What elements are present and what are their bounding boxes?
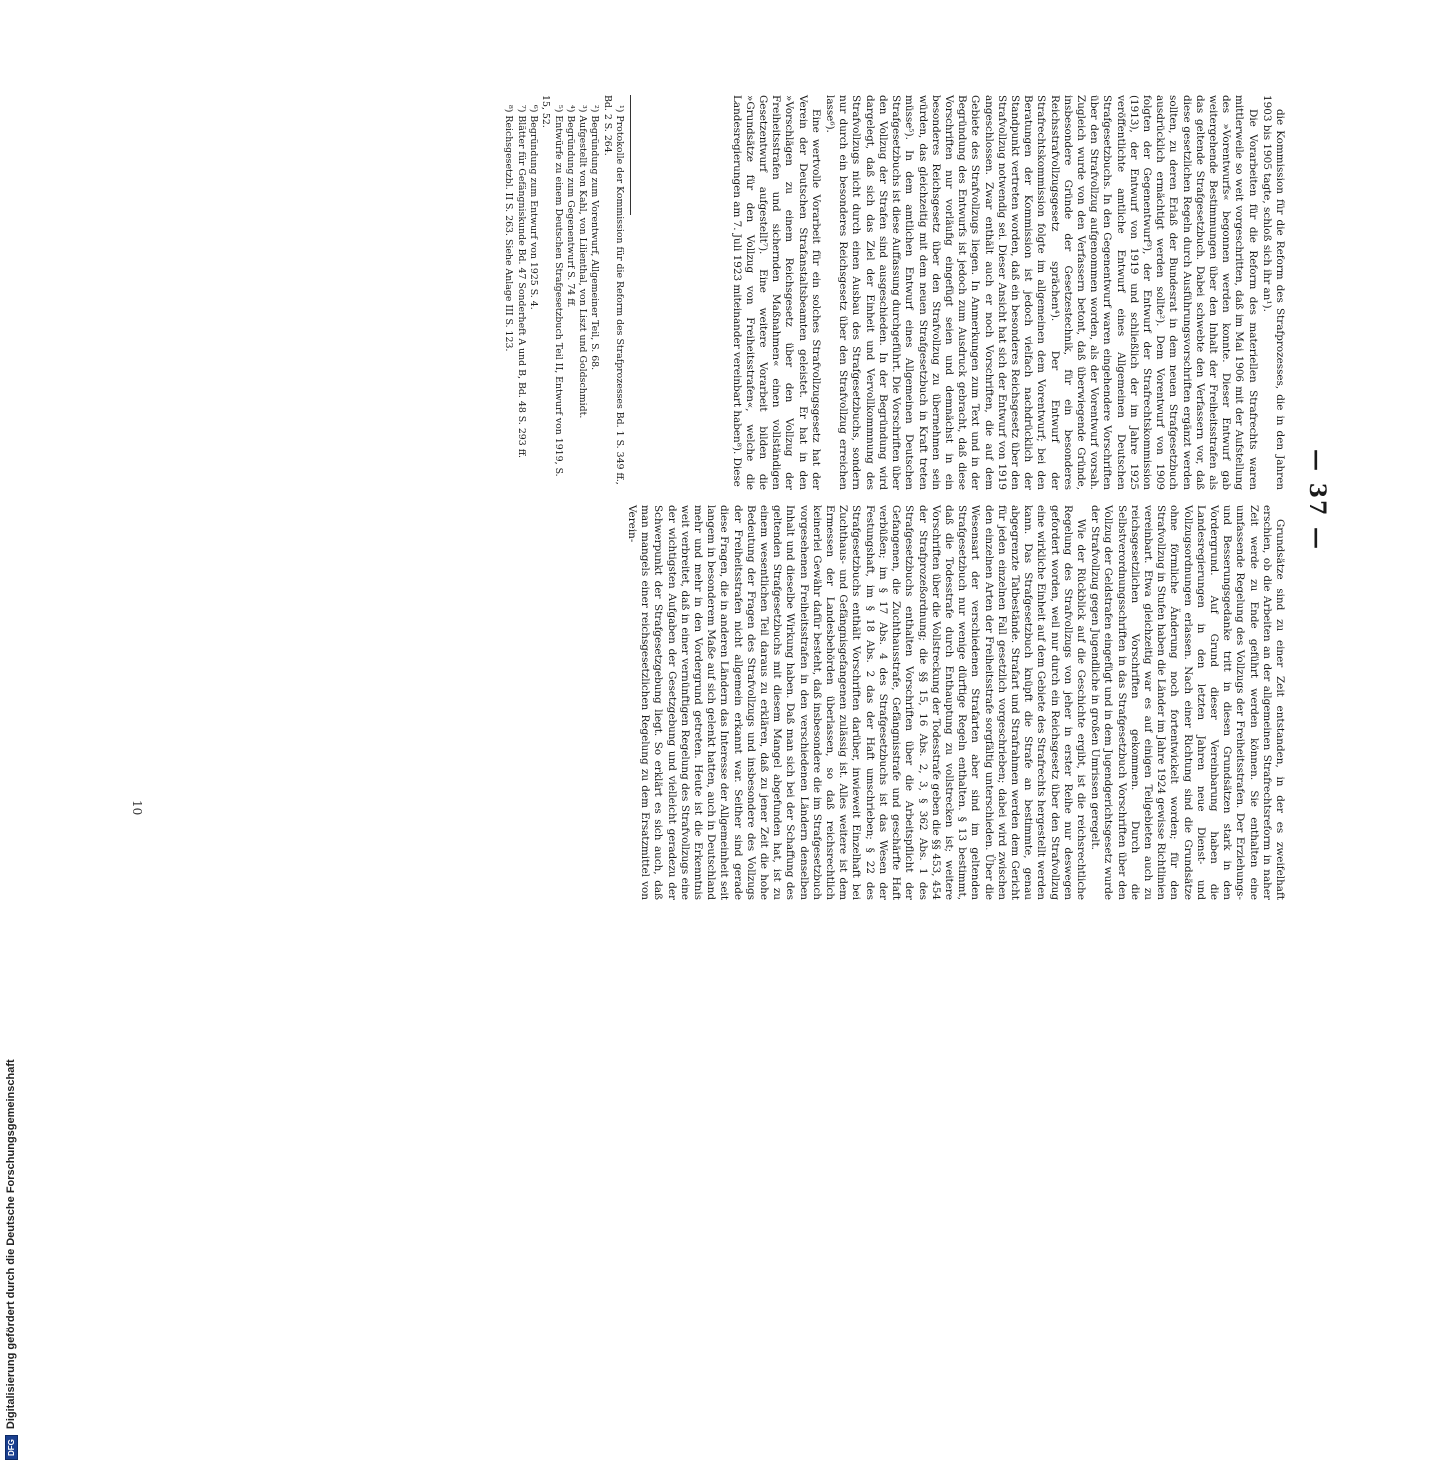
footnote: ⁷) Blätter für Gefängniskunde Bd. 47 Sonderheft A und B, Bd. 48 S. 293 ff. [515,105,527,458]
credit-text: Digitalisierung gefördert durch die Deutsche Forschungsgemeinschaft [5,1059,17,1430]
footnote: ⁵) Entwürfe zu einem Deutschen Strafgesetzbuch Teil II, Entwurf von 1919, S. 15, 52. [540,95,564,477]
paragraph: Die Vorarbeiten für die Reform des materiellen Strafrechts waren mittlerweile so weit vorgeschritten, daß im Mai 1906 mit der Aufstellung des »Vorentwurfs« begonnen werden konnte. Dieser Entwurf gab weitergehende Bestimmungen über den Inhalt der Freiheitsstrafen als das geltende Strafgesetzbuch. Dabei schwebte den Verfassern vor, daß diese gesetzlichen Regeln durch Ausführungsvorschriften ergänzt werden sollten, zu deren Erlaß der Bundesrat in dem neuen Strafgesetzbuch ausdrücklich ermächtigt werden sollte²). Dem Vorentwurf von 1909 folgten der Gegenentwurf³), der Entwurf der Strafrechtskommission (1913), der Entwurf von 1919 und schließlich der im Jahre 1925 veröffentlichte amtliche Entwurf eines Allgemeinen Deutschen Strafgesetzbuchs. In den Gegenentwurf waren eingehendere Vorschriften über den Strafvollzug aufgenommen worden, als der Vorentwurf vorsah. Zugleich wurde von den Verfassern betont, daß überwiegende Gründe, insbesondere Gründe der Gesetzestechnik, für ein besonderes Reichsstrafvollzugsgesetz sprächen⁴). Der Entwurf der Strafrechtskommission folgte im allgemeinen dem Vorentwurf; bei den Beratungen der Kommission ist jedoch vielfach nachdrücklich der Standpunkt vertreten worden, daß ein besonderes Reichsgesetz über den Strafvollzug notwendig sei. Dieser Ansicht hat sich der Entwurf von 1919 angeschlossen. Zwar enthält auch er noch Vorschriften, die auf dem Gebiete des Strafvollzugs liegen. In Anmerkungen zum Text und in der Begründung des Entwurfs ist jedoch zum Ausdruck gebracht, daß diese Vorschriften nur vorläufig eingefügt seien und demnächst in ein besonderes Reichsgesetz über den Strafvollzug zu übernehmen sein würden, das gleichzeitig mit dem neuen Strafgesetzbuch in Kraft treten müsse⁵). In dem amtlichen Entwurf eines Allgemeinen Deutschen Strafgesetzbuchs ist diese Auffassung durchgeführt. Die Vorschriften über den Vollzug der Strafen sind ausgeschieden. In der Begründung wird dargelegt, daß sich das Ziel der Einheit und Vervollkommnung des Strafvollzugs nicht durch einen Ausbau des Strafgesetzbuchs, sondern nur durch ein besonderes Reichsgesetz über den Strafvollzug erreichen lasse⁶). [824,95,1259,490]
right-text-column [526,505,1286,900]
footnotes [502,95,625,490]
digitization-credit [0,920,22,1460]
footnote: ⁶) Begründung zum Entwurf von 1925 S. 4. [527,105,539,310]
sheet-number: 10 [130,800,144,816]
page-number: — 37 — [1304,449,1330,551]
footnote-rule [630,95,631,215]
footnote: ⁸) Reichsgesetzbl. II S. 263. Siehe Anlage III S. 123. [503,105,515,352]
footnote: ³) Aufgestellt von Kahl, von Lilienthal, von Liszt und Goldschmidt. [577,105,589,419]
paragraph: die Kommission für die Reform des Strafprozesses, die in den Jahren 1903 bis 1905 tagte, schloß sich ihr an¹). [1260,95,1286,490]
left-text-column [636,95,1286,490]
paragraph: Eine wertvolle Vorarbeit für ein solches Strafvollzugsgesetz hat der Verein der Deutschen Strafanstaltsbeamten geleistet. Er hat in den »Vorschlägen zu einem Reichsgesetz über den Vollzug der Freiheitsstrafen und sichernden Maßnahmen« einen vollständigen Gesetzentwurf aufgestellt⁷). Eine weitere Vorarbeit bilden die »Grundsätze für den Vollzug von Freiheitsstrafen«, welche die Landesregierungen am 7. Juli 1923 miteinander vereinbart haben⁸). Diese [730,95,822,490]
footnote: ¹) Protokolle der Kommission für die Reform des Strafprozesses Bd. 1 S. 349 ff., Bd. 2 S. 264. [601,95,625,485]
footnote: ⁴) Begründung zum Gegenentwurf S. 74 ff. [564,105,576,308]
footnote: ²) Begründung zum Vorentwurf, Allgemeiner Teil, S. 68. [589,105,601,371]
dfg-logo-icon: DFG [5,1435,18,1460]
paragraph: Grundsätze sind zu einer Zeit entstanden, in der es zweifelhaft erschien, ob die Arbeiten an der allgemeinen Strafrechtsreform in naher Zeit werde zu Ende geführt werden können. Sie enthalten eine umfassende Regelung des Vollzugs der Freiheitsstrafen. Der Erziehungs- und Besserungsgedanke tritt in diesen Grundsätzen stark in den Vordergrund. Auf Grund dieser Vereinbarung haben die Landesregierungen in den letzten Jahren neue Dienst- und Vollzugsordnungen erlassen. Nach einer Richtung sind die Grundsätze ohne förmliche Änderung noch fortentwickelt worden; für den Strafvollzug in Stufen haben die Länder im Jahre 1924 gewisse Richtlinien vereinbart. Etwa gleichzeitig war es auf einigen Teilgebieten auch zu reichsgesetzlichen Vorschriften gekommen. Durch die Selbstverordnungsschriften in das Strafgesetzbuch Vorschriften über den Vollzug der Geldstrafen eingefügt und in dem Jugendgerichtsgesetz wurde der Strafvollzug gegen Jugendliche in großen Umrissen geregelt. [1089,505,1286,900]
paragraph: Wie der Rückblick auf die Geschichte ergibt, ist die reichsrechtliche Regelung des Strafvollzugs von jeher in erster Reihe nur deswegen gefordert worden, weil nur durch ein Reichsgesetz über den Strafvollzug eine wirkliche Einheit auf dem Gebiete des Strafrechts hergestellt werden kann. Das Strafgesetzbuch knüpft die Strafe an bestimmte, genau abgegrenzte Tatbestände. Strafart und Strafrahmen werden dem Gericht für jeden einzelnen Fall gesetzlich vorgeschrieben; dabei wird zwischen den einzelnen Arten der Freiheitsstrafe sorgfältig unterschieden. Über die Wesensart der verschiedenen Strafarten aber sind im geltenden Strafgesetzbuch nur wenige dürftige Regeln enthalten. § 13 bestimmt, daß die Todesstrafe durch Enthauptung zu vollstrecken ist; weitere Vorschriften über die Vollstreckung der Todesstrafe geben die §§ 453, 454 der Strafprozeßordnung; die §§ 15, 16 Abs. 2, 3, § 362 Abs. 1 des Strafgesetzbuchs enthalten Vorschriften über die Arbeitspflicht der Gefangenen, die Zuchthausstrafe, Gefängnisstrafe und geschärfte Haft verbüßen; im § 17 Abs. 4 des Strafgesetzbuchs ist das Wesen der Festungshaft, im § 18 Abs. 2 das der Haft umschrieben; § 22 des Strafgesetzbuchs enthält Vorschriften darüber, inwieweit Einzelhaft bei Zuchthaus- und Gefängnisgefangenen zulässig ist. Alles weitere ist dem Ermessen der Landesbehörden überlassen, so daß reichsrechtlich keinerlei Gewähr dafür besteht, daß insbesondere die im Strafgesetzbuch vorgesehenen Freiheitsstrafen in den verschiedenen Ländern denselben Inhalt und dieselbe Wirkung haben. Daß man sich bei der Schaffung des geltenden Strafgesetzbuchs mit diesem Mangel abgefunden hat, ist zu einem wesentlichen Teil daraus zu erklären, daß zu jener Zeit die hohe Bedeutung der Fragen des Strafvollzugs und insbesondere des Vollzugs der Freiheitsstrafen nicht allgemein erkannt war. Seither sind gerade diese Fragen, die in anderen Ländern das Interesse der Allgemeinheit seit langem in besonderem Maße auf sich gelenkt hatten, auch in Deutschland mehr und mehr in den Vordergrund getreten. Heute ist die Erkenntnis weit verbreitet, daß in einer vernünftigen Regelung des Strafvollzugs eine der wichtigsten Aufgaben der Gesetzgebung und vielleicht geradezu der Schwerpunkt der Strafgesetzgebung liegt. So erklärt es sich auch, daß man mangels einer reichsgesetzlichen Regelung zu dem Ersatzmittel von Verein- [626,505,1087,900]
